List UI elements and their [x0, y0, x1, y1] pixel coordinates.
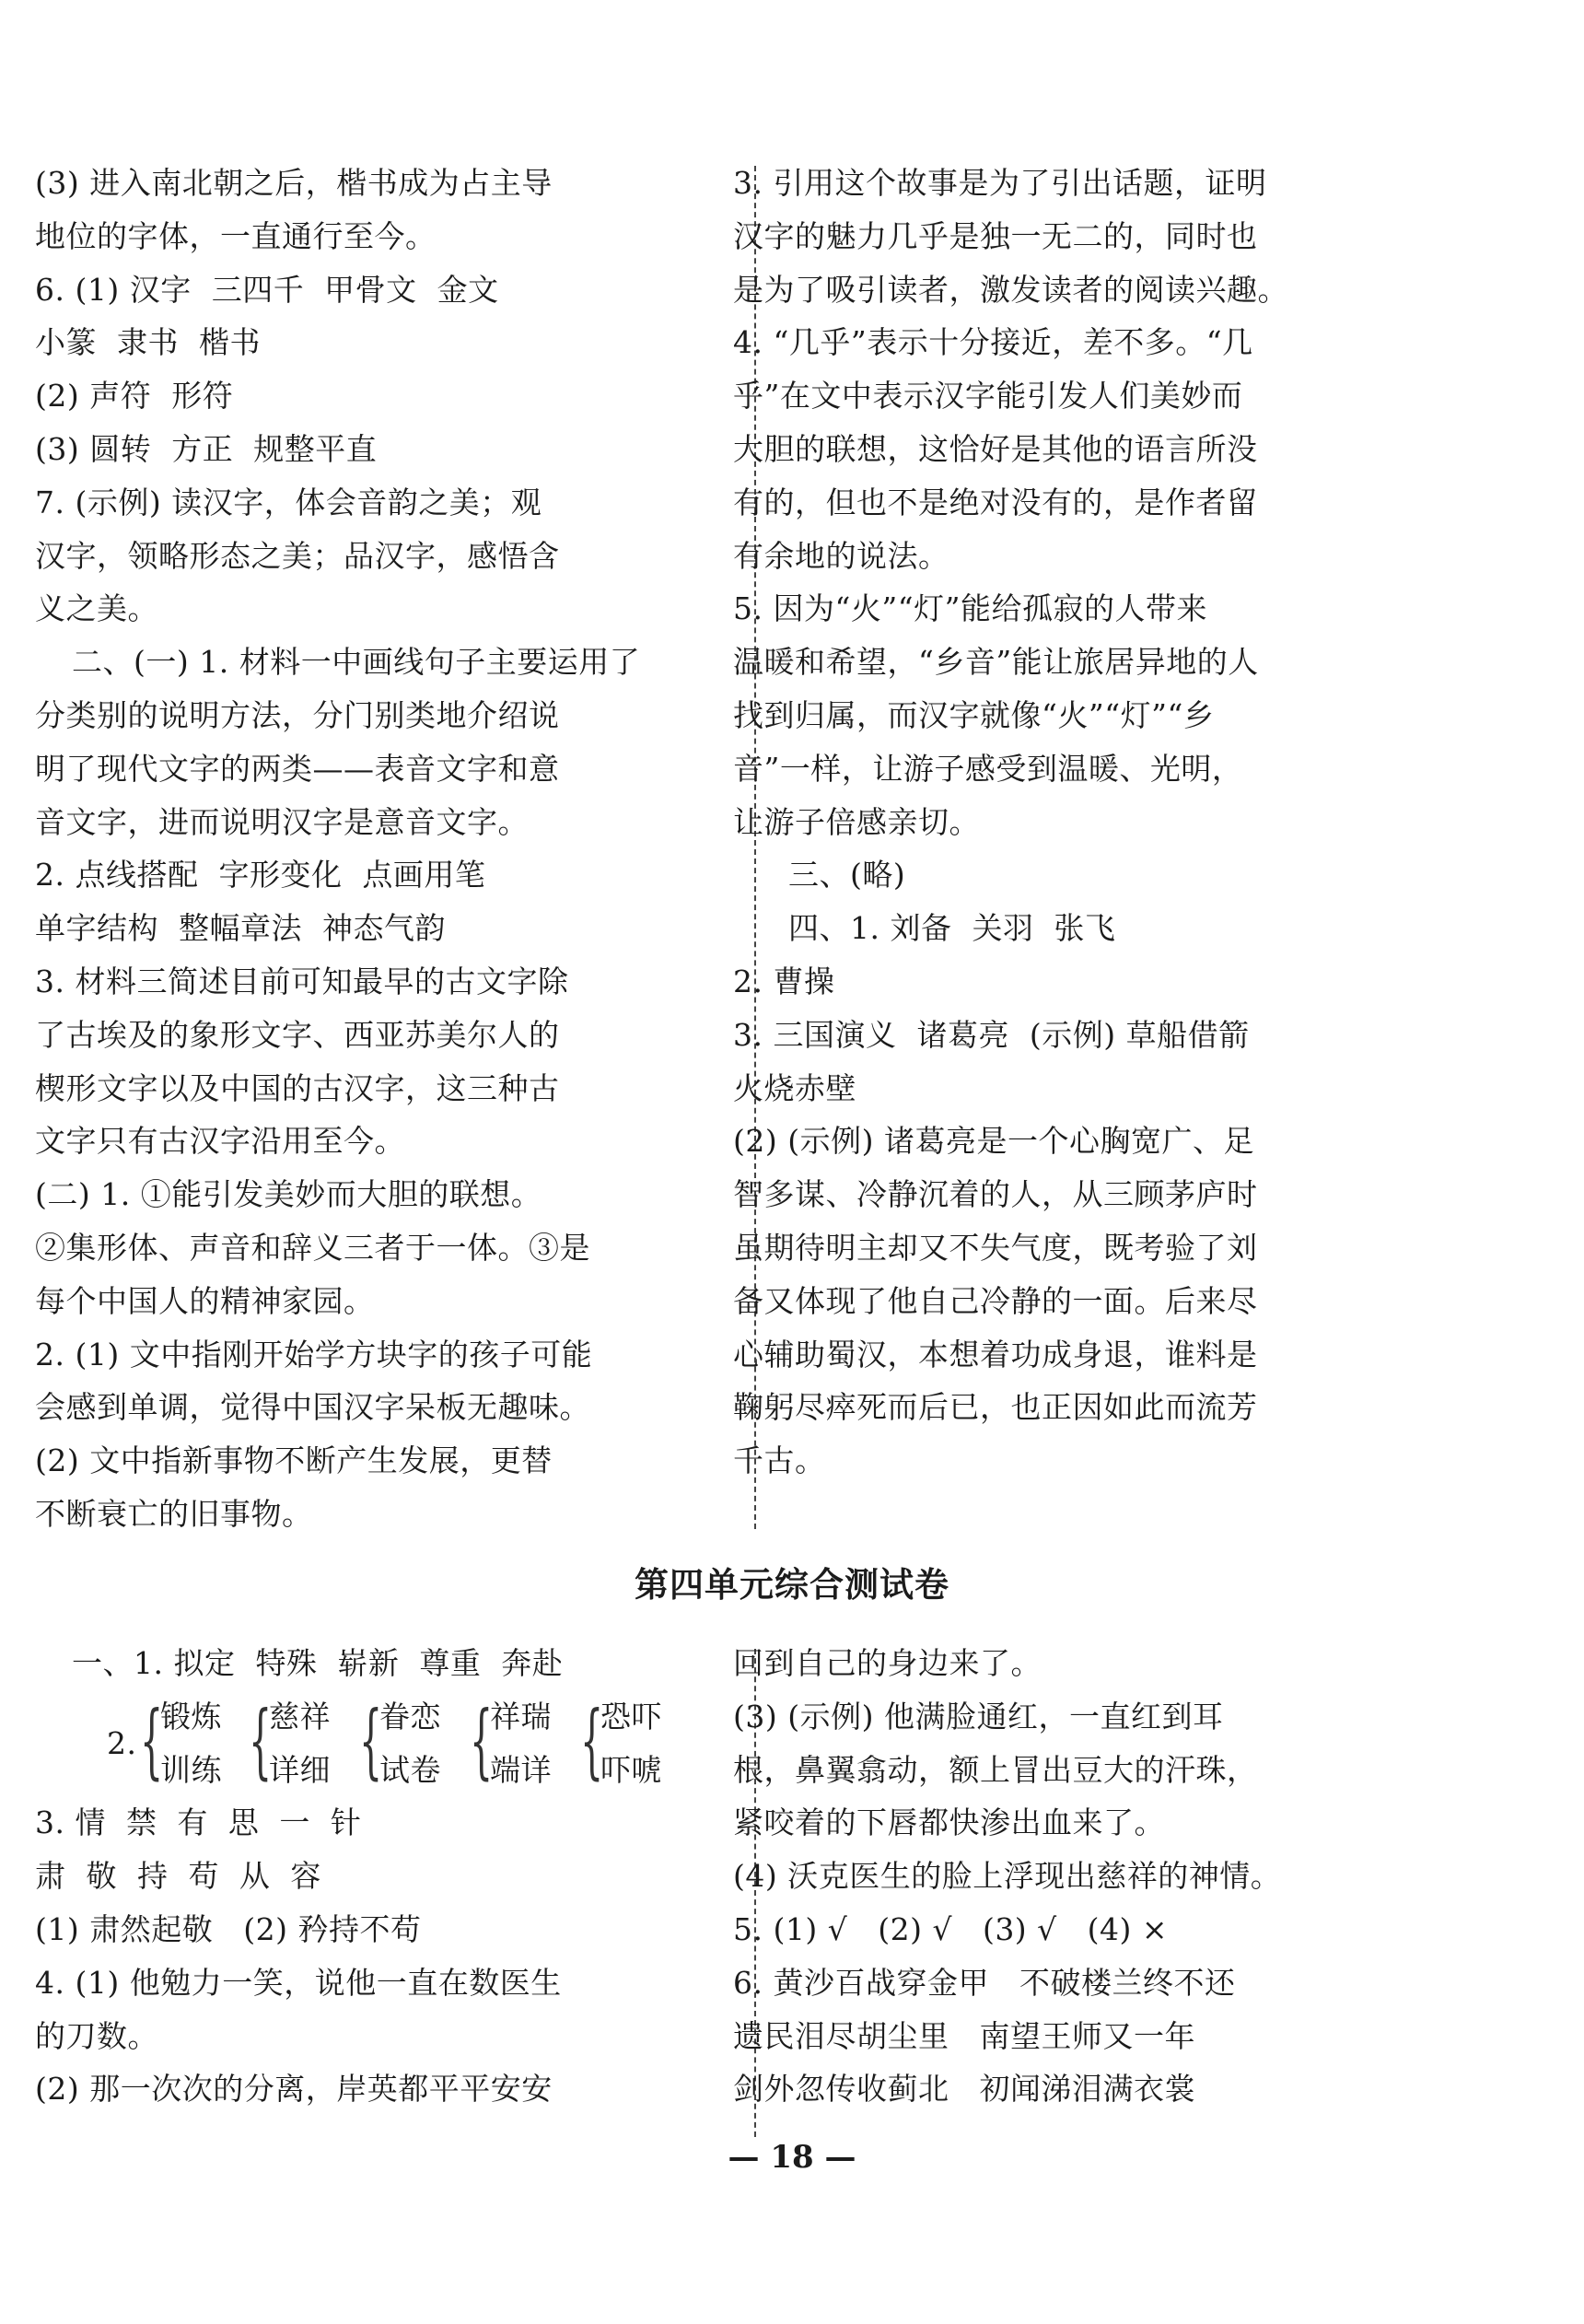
text-line: 回到自己的身边来了。 [733, 1645, 1042, 1681]
text-line: (二) 1. ①能引发美妙而大胆的联想。 [35, 1176, 542, 1213]
brace-row [109, 1690, 735, 1797]
text-line: 义之美。 [35, 590, 158, 627]
text-line: 根，鼻翼翕动，额上冒出豆大的汗珠， [733, 1751, 1258, 1788]
text-line: 四、1. 刘备 关羽 张飞 [788, 910, 1116, 947]
text-line: 千古。 [733, 1442, 826, 1479]
brace-word-top: 眷恋 [379, 1698, 441, 1734]
text-line: 2. 曹操 [733, 963, 835, 999]
text-line: 有的，但也不是绝对没有的，是作者留 [733, 484, 1258, 520]
text-line: 6. 黄沙百战穿金甲 不破楼兰终不还 [733, 1964, 1236, 2001]
text-line: (2) 那一次次的分离，岸英都平平安安 [35, 2071, 553, 2108]
text-line: 乎”在文中表示汉字能引发人们美妙而 [733, 378, 1243, 415]
text-line: 每个中国人的精神家园。 [35, 1282, 375, 1319]
text-line: 2. (1) 文中指刚开始学方块字的孩子可能 [35, 1336, 593, 1372]
item-number: 2. [107, 1724, 137, 1761]
brace-word-bottom: 训练 [160, 1751, 222, 1788]
text-line: 的刀数。 [35, 2017, 158, 2054]
text-line: 楔形文字以及中国的古汉字，这三种古 [35, 1069, 560, 1106]
text-line: 3. 引用这个故事是为了引出话题，证明 [733, 165, 1267, 201]
text-line: 温暖和希望，“乡音”能让旅居异地的人 [733, 644, 1259, 681]
text-line: 4. (1) 他勉力一笑，说他一直在数医生 [35, 1964, 562, 2001]
brace-icon: { [249, 1692, 273, 1788]
text-line: 一、1. 拟定 特殊 崭新 尊重 奔赴 [72, 1645, 564, 1681]
text-line: (2) 声符 形符 [35, 378, 234, 415]
brace-word-bottom: 详细 [269, 1751, 331, 1788]
top-right-column [733, 157, 1415, 1488]
text-line: 紧咬着的下唇都快渗出血来了。 [733, 1804, 1165, 1841]
brace-word-top: 锻炼 [160, 1698, 222, 1734]
text-line: 4. “几乎”表示十分接近，差不多。“几 [733, 324, 1253, 361]
text-line: 肃 敬 持 苟 从 容 [35, 1858, 321, 1895]
text-line: 心辅助蜀汉，本想着功成身退，谁料是 [733, 1336, 1258, 1372]
text-line: 7. (示例) 读汉字，体会音韵之美；观 [35, 484, 542, 520]
text-line: (3) (示例) 他满脸通红，一直红到耳 [733, 1698, 1224, 1734]
brace-word-bottom: 试卷 [379, 1751, 441, 1788]
text-line: (2) 文中指新事物不断产生发展，更替 [35, 1442, 553, 1479]
top-left-column [35, 157, 735, 1541]
text-line: 不断衰亡的旧事物。 [35, 1495, 313, 1532]
brace-icon: { [140, 1692, 164, 1788]
text-line: 5. 因为“火”“灯”能给孤寂的人带来 [733, 590, 1207, 627]
text-line: 小篆 隶书 楷书 [35, 324, 261, 361]
text-line: 文字只有古汉字沿用至今。 [35, 1123, 405, 1160]
text-line: ②集形体、声音和辞义三者于一体。③是 [35, 1229, 590, 1266]
brace-icon: { [359, 1692, 383, 1788]
text-line: (3) 进入南北朝之后，楷书成为占主导 [35, 165, 553, 201]
text-line: 单字结构 整幅章法 神态气韵 [35, 910, 446, 947]
text-line: 分类别的说明方法，分门别类地介绍说 [35, 696, 560, 733]
text-line: 音”一样，让游子感受到温暖、光明， [733, 750, 1243, 787]
text-line: (3) 圆转 方正 规整平直 [35, 430, 378, 467]
brace-word-bottom: 吓唬 [600, 1751, 662, 1788]
text-line: 让游子倍感亲切。 [733, 803, 980, 840]
text-line: 鞠躬尽瘁死而后已，也正因如此而流芳 [733, 1389, 1258, 1426]
text-line: 大胆的联想，这恰好是其他的语言所没 [733, 430, 1258, 467]
text-line: 火烧赤壁 [733, 1069, 856, 1106]
text-line: 二、(一) 1. 材料一中画线句子主要运用了 [72, 644, 641, 681]
text-line: 智多谋、冷静沉着的人，从三顾茅庐时 [733, 1176, 1258, 1213]
text-line: 2. 点线搭配 字形变化 点画用笔 [35, 857, 486, 893]
brace-word-bottom: 端详 [490, 1751, 552, 1788]
text-line: 3. 材料三简述目前可知最早的古文字除 [35, 963, 569, 999]
text-line: 虽期待明主却又不失气度，既考验了刘 [733, 1229, 1258, 1266]
text-line: (4) 沃克医生的脸上浮现出慈祥的神情。 [733, 1858, 1282, 1895]
text-line: 5. (1) √ (2) √ (3) √ (4) × [733, 1910, 1169, 1947]
text-line: 3. 情 禁 有 思 一 针 [35, 1804, 362, 1841]
text-line: (2) (示例) 诸葛亮是一个心胸宽广、足 [733, 1123, 1254, 1160]
text-line: 剑外忽传收蓟北 初闻涕泪满衣裳 [733, 2071, 1195, 2108]
text-line: 有余地的说法。 [733, 537, 949, 574]
text-line: 了古埃及的象形文字、西亚苏美尔人的 [35, 1016, 560, 1053]
brace-word-top: 恐吓 [600, 1698, 662, 1734]
brace-icon: { [580, 1692, 604, 1788]
text-line: 遗民泪尽胡尘里 南望王师又一年 [733, 2017, 1195, 2054]
text-line: 汉字的魅力几乎是独一无二的，同时也 [733, 217, 1258, 254]
text-line: (1) 肃然起敬 (2) 矜持不苟 [35, 1910, 422, 1947]
bottom-left-column [35, 1637, 735, 2116]
bottom-right-column [733, 1637, 1415, 2116]
text-line: 3. 三国演义 诸葛亮 (示例) 草船借箭 [733, 1016, 1250, 1053]
text-line: 备又体现了他自己冷静的一面。后来尽 [733, 1282, 1258, 1319]
brace-word-top: 祥瑞 [490, 1698, 552, 1734]
page-number: — 18 — [728, 2139, 856, 2176]
text-line: 音文字，进而说明汉字是意音文字。 [35, 803, 529, 840]
text-line: 6. (1) 汉字 三四千 甲骨文 金文 [35, 271, 499, 308]
text-line: 三、(略) [788, 857, 906, 893]
section-title: 第四单元综合测试卷 [635, 1564, 949, 1605]
text-line: 是为了吸引读者，激发读者的阅读兴趣。 [733, 271, 1288, 308]
text-line: 会感到单调，觉得中国汉字呆板无趣味。 [35, 1389, 590, 1426]
text-line: 找到归属，而汉字就像“火”“灯”“乡 [733, 696, 1215, 733]
brace-word-top: 慈祥 [269, 1698, 331, 1734]
text-line: 明了现代文字的两类——表音文字和意 [35, 750, 560, 787]
text-line: 地位的字体，一直通行至今。 [35, 217, 437, 254]
brace-icon: { [470, 1692, 494, 1788]
text-line: 汉字，领略形态之美；品汉字，感悟含 [35, 537, 560, 574]
